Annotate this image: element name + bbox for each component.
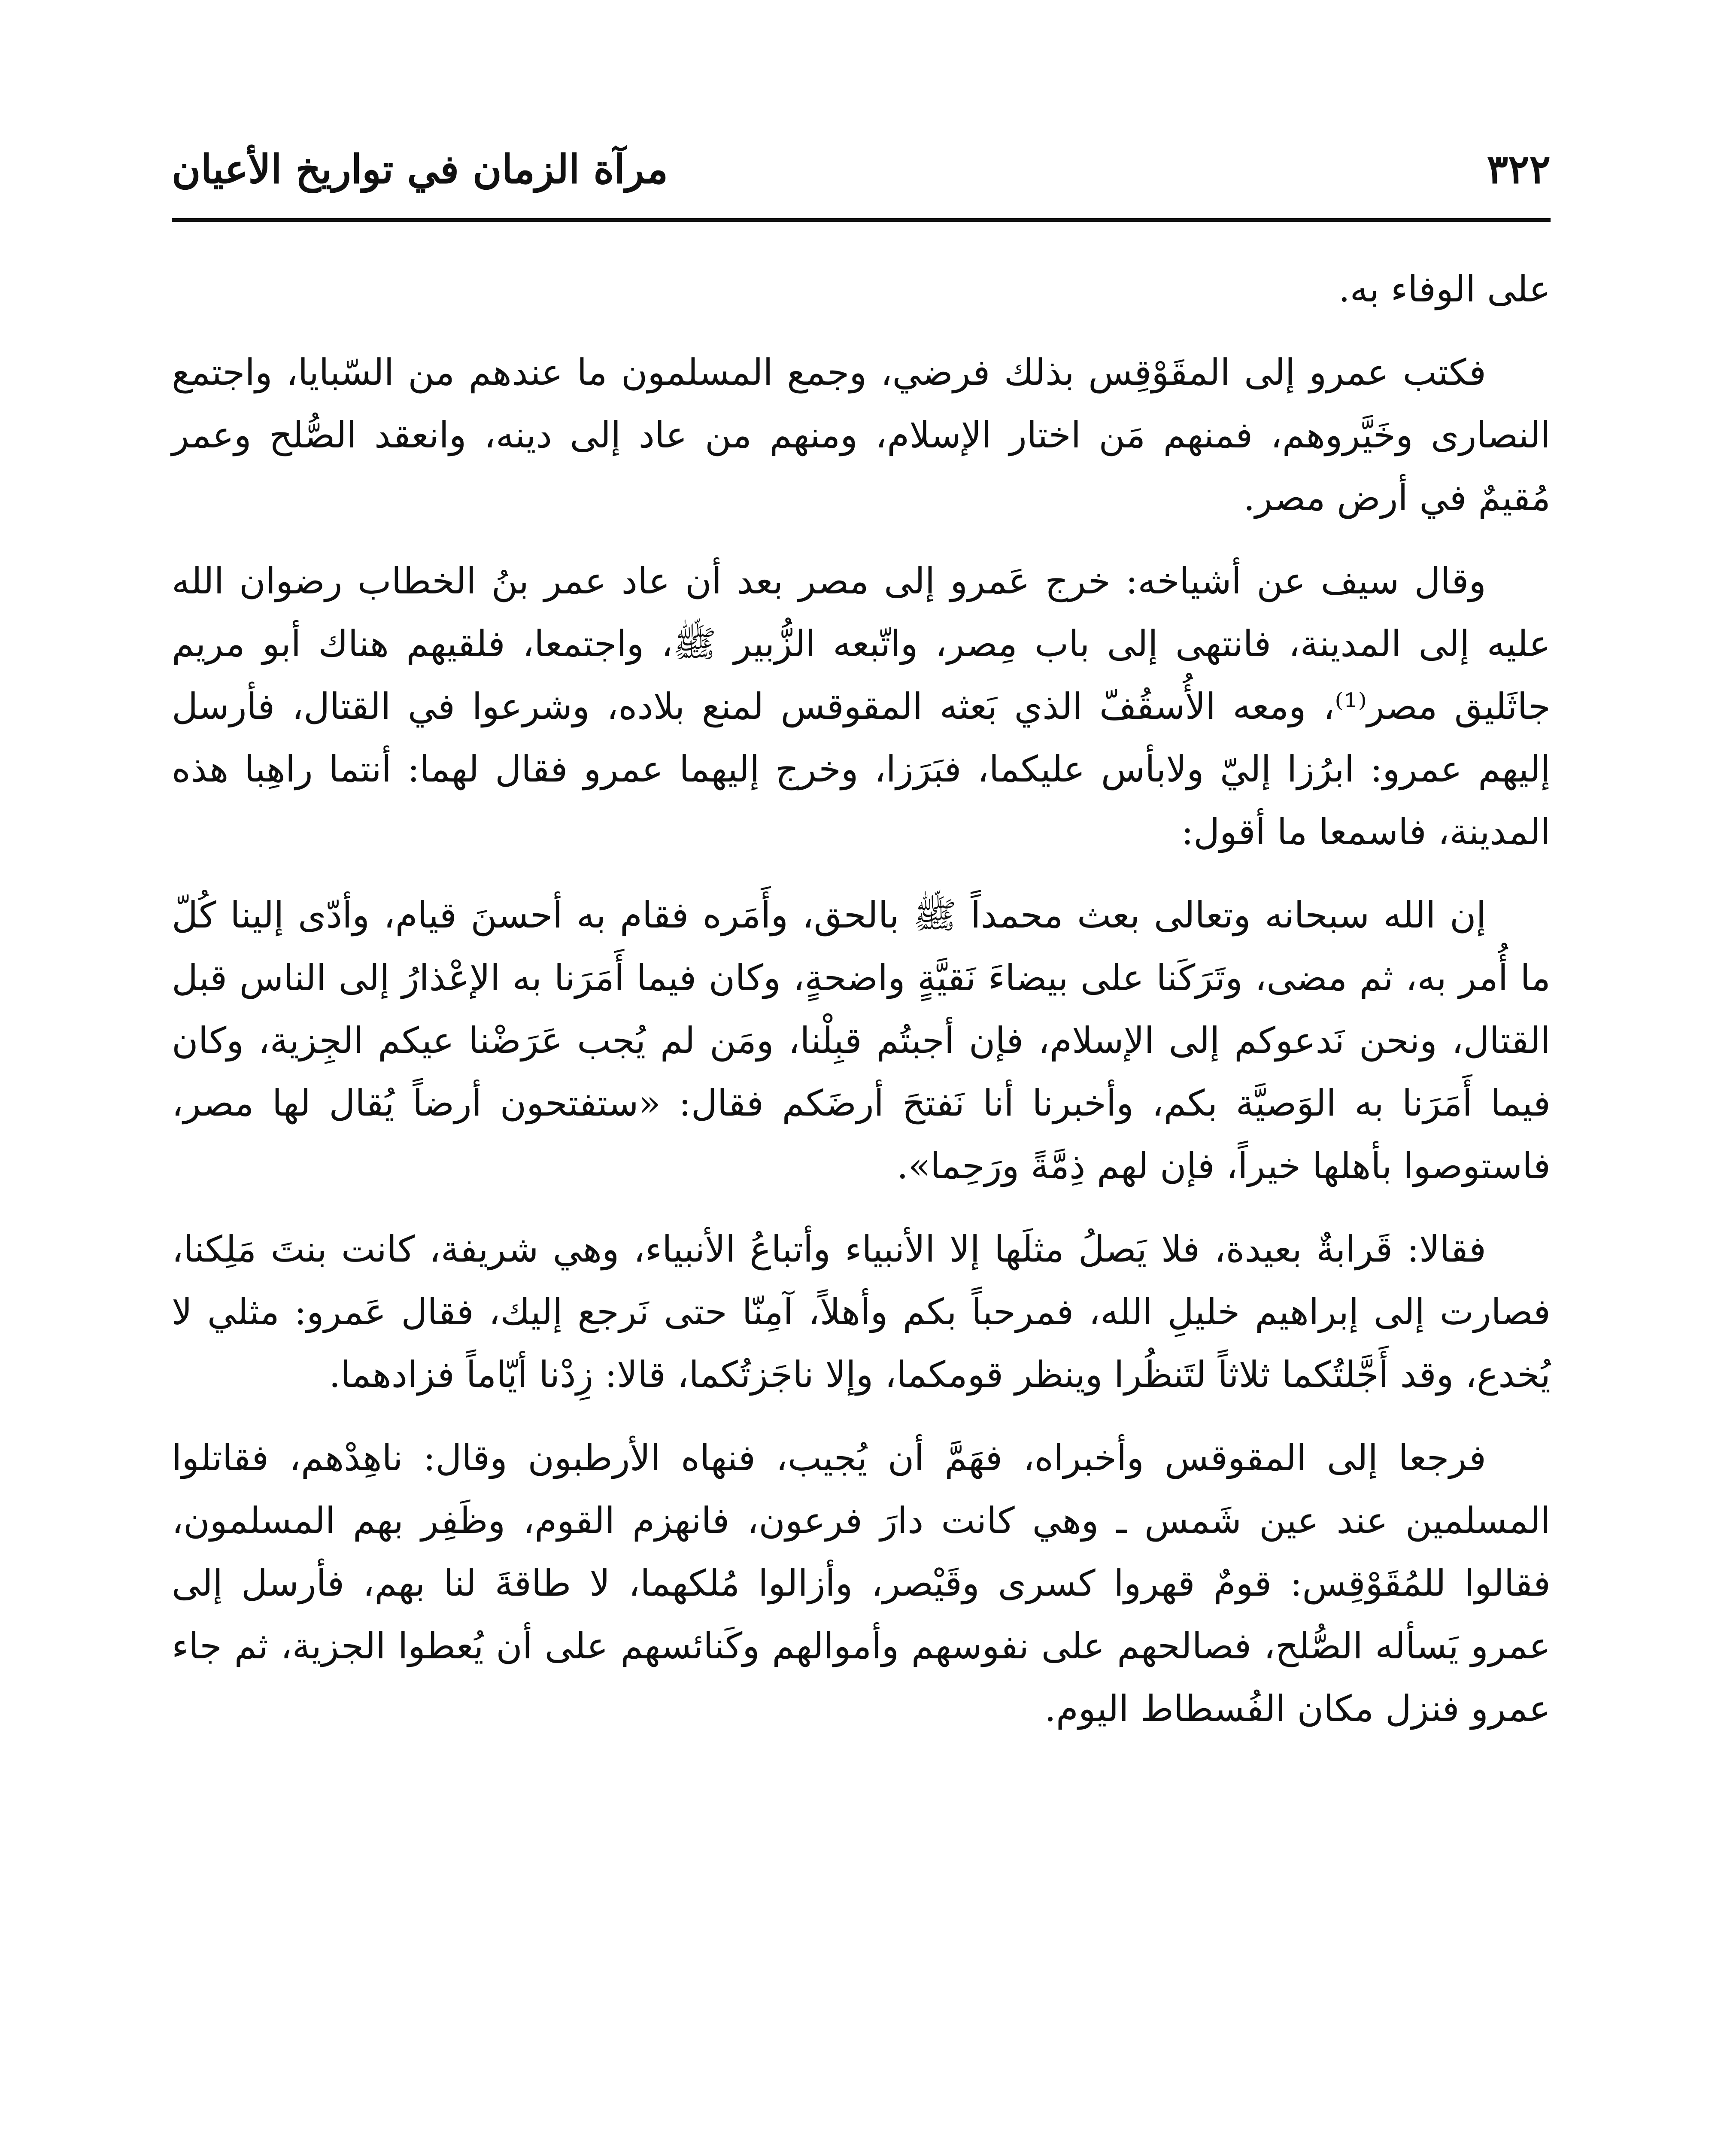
page-number: ٣٢٢ [1487, 146, 1551, 192]
header-rule [172, 218, 1551, 222]
paragraph: وقال سيف عن أشياخه: خرج عَمرو إلى مصر بعد أن عاد عمر بنُ الخطاب رضوان الله عليه إلى المدينة، فانتهى إلى باب مِصر، واتّبعه الزُّبير ﷺ، واجتمعا، فلقيهم هناك أبو مريم جاثَليق مصر⁽¹⁾، ومعه الأُسقُفّ الذي بَعثه المقوقس لمنع بلاده، وشرعوا في القتال، فأرسل إليهم عمرو: ابرُزا إليّ ولابأس عليكما، فبَرَزا، وخرج إليهما عمرو فقال لهما: أنتما راهِبا هذه المدينة، فاسمعا ما أقول: [172, 560, 1551, 853]
page-header [172, 129, 1551, 219]
running-title: مرآة الزمان في تواريخ الأعيان [172, 146, 668, 192]
paragraph: إن الله سبحانه وتعالى بعث محمداً ﷺ بالحق، وأَمَره فقام به أحسنَ قيام، وأدّى إلينا كُلّ ما أُمر به، ثم مضى، وتَرَكَنا على بيضاءَ نَقيَّةٍ واضحةٍ، وكان فيما أَمَرَنا به الإعْذارُ إلى الناس قبل القتال، ونحن نَدعوكم إلى الإسلام، فإن أجبتُم قبِلْنا، ومَن لم يُجب عَرَضْنا عيكم الجِزية، وكان فيما أَمَرَنا به الوَصيَّة بكم، وأخبرنا أنا نَفتحَ أرضَكم فقال: «ستفتحون أرضاً يُقال لها مصر، فاستوصوا بأهلها خيراً، فإن لهم ذِمَّةً ورَحِما». [172, 894, 1551, 1187]
paragraph: فكتب عمرو إلى المقَوْقِس بذلك فرضي، وجمع المسلمون ما عندهم من السّبايا، واجتمع النصارى وخَيَّروهم، فمنهم مَن اختار الإسلام، ومنهم من عاد إلى دينه، وانعقد الصُّلح وعمر مُقيمٌ في أرض مصر. [172, 351, 1551, 519]
paragraph: على الوفاء به. [1338, 268, 1551, 310]
paragraph: فرجعا إلى المقوقس وأخبراه، فهَمَّ أن يُجيب، فنهاه الأرطبون وقال: ناهِدْهم، فقاتلوا المسلمين عند عين شَمس ـ وهي كانت دارَ فرعون، فانهزم القوم، وظَفِر بهم المسلمون، فقالوا للمُقَوْقِس: قومٌ قهروا كسرى وقَيْصر، وأزالوا مُلكهما، لا طاقةَ لنا بهم، فأرسل إلى عمرو يَسأله الصُّلح، فصالحهم على نفوسهم وأموالهم وكَنائسهم على أن يُعطوا الجزية، ثم جاء عمرو فنزل مكان الفُسطاط اليوم. [172, 1437, 1551, 1730]
main-text [172, 258, 1551, 1761]
paragraph: فقالا: قَرابةٌ بعيدة، فلا يَصلُ مثلَها إلا الأنبياء وأتباعُ الأنبياء، وهي شريفة، كانت بنتَ مَلِكنا، فصارت إلى إبراهيم خليلِ الله، فمرحباً بكم وأهلاً، آمِنّا حتى نَرجع إليك، فقال عَمرو: مثلي لا يُخدع، وقد أَجَّلتُكما ثلاثاً لتَنظُرا وينظر قومكما، وإلا ناجَزتُكما، قالا: زِدْنا أيّاماً فزادهما. [172, 1228, 1551, 1396]
